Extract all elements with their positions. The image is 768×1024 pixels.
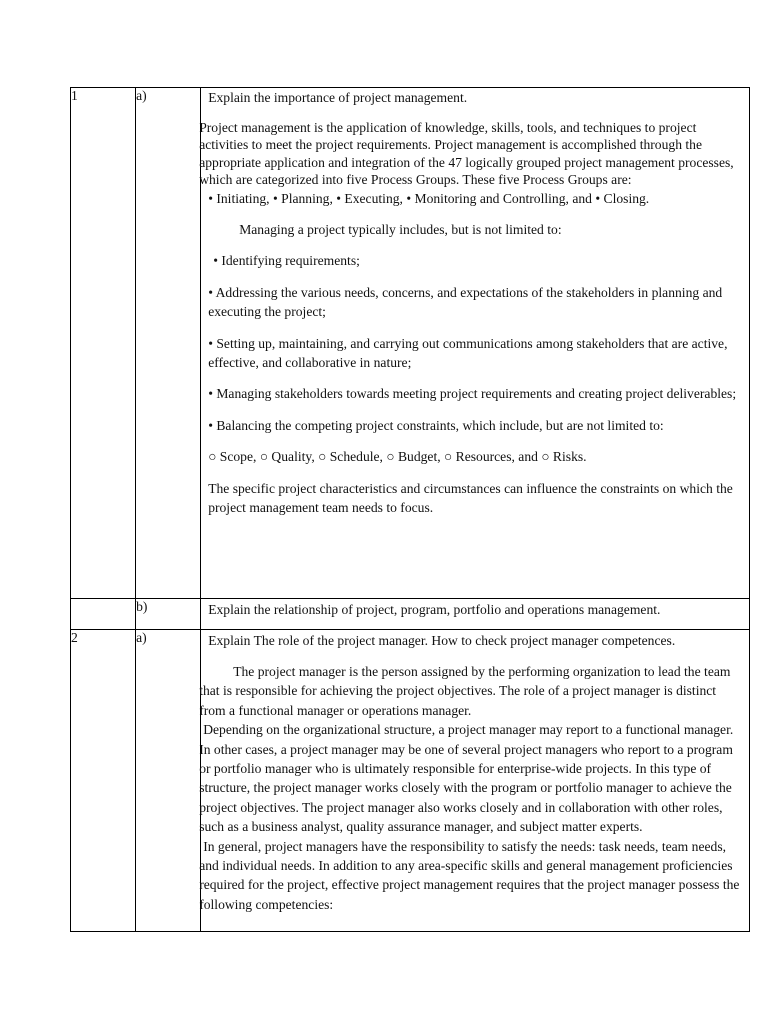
question-text: Explain the importance of project management. — [208, 90, 468, 105]
list-item: • Balancing the competing project constraints, which include, but are not limited to: — [208, 417, 664, 433]
question-number — [71, 599, 136, 630]
table-row — [71, 88, 750, 599]
question-text: Explain The role of the project manager. How to check project manager competences. — [208, 633, 676, 648]
sub-question-label: b) — [136, 599, 201, 630]
list-item: • Setting up, maintaining, and carrying out communications among stakeholders that are active, effective, and collaborative in nature; — [208, 335, 728, 371]
answer-paragraph: Project management is the application of knowledge, skills, tools, and techniques to project activities to meet the project requirements. Project management is accomplished through the appropriate application and integration of the 47 logically grouped project management processes, which are categorized into five Process Groups. These five Process Groups are: — [199, 120, 734, 188]
answer-cell — [201, 88, 750, 599]
answer-paragraph: The specific project characteristics and circumstances can influence the constraints on which the project management team needs to focus. — [208, 480, 733, 516]
question-number: 1 — [71, 88, 136, 599]
table-row — [71, 630, 750, 932]
list-item: • Addressing the various needs, concerns, and expectations of the stakeholders in planning and executing the project; — [208, 284, 723, 320]
table-row — [71, 599, 750, 630]
answer-paragraph: In general, project managers have the responsibility to satisfy the needs: task needs, team needs, and individual needs. In addition to any area-specific skills and general management proficiencies required for the project, effective project management requires that the project manager possess the following competencies: — [199, 838, 740, 912]
list-item: • Identifying requirements; — [213, 253, 360, 269]
question-text: Explain the relationship of project, program, portfolio and operations management. — [208, 602, 661, 617]
answer-cell — [201, 630, 750, 932]
sub-question-label: a) — [136, 88, 201, 599]
questions-table — [70, 87, 750, 932]
sub-question-label: a) — [136, 630, 201, 932]
answer-paragraph: The project manager is the person assigned by the performing organization to lead the team that is responsible for achieving the project objectives. The role of a project manager is distinct from a functional manager or operations manager. — [199, 664, 731, 718]
answer-cell — [201, 599, 750, 630]
constraints-list: ○ Scope, ○ Quality, ○ Schedule, ○ Budget, ○ Resources, and ○ Risks. — [208, 449, 587, 465]
question-number: 2 — [71, 630, 136, 932]
answer-paragraph: Depending on the organizational structure, a project manager may report to a functional manager. In other cases, a project manager may be one of several project managers who report to a program or portfolio manager who is ultimately responsible for enterprise-wide projects. In this type of structure, the project manager works closely with the program or portfolio manager to achieve the project objectives. The project manager also works closely and in collaboration with other roles, such as a business analyst, quality assurance manager, and subject matter experts. — [199, 722, 734, 835]
answer-paragraph: Managing a project typically includes, but is not limited to: — [239, 222, 562, 238]
process-groups-list: • Initiating, • Planning, • Executing, • Monitoring and Controlling, and • Closing. — [208, 190, 650, 206]
list-item: • Managing stakeholders towards meeting project requirements and creating project deliverables; — [208, 386, 737, 402]
